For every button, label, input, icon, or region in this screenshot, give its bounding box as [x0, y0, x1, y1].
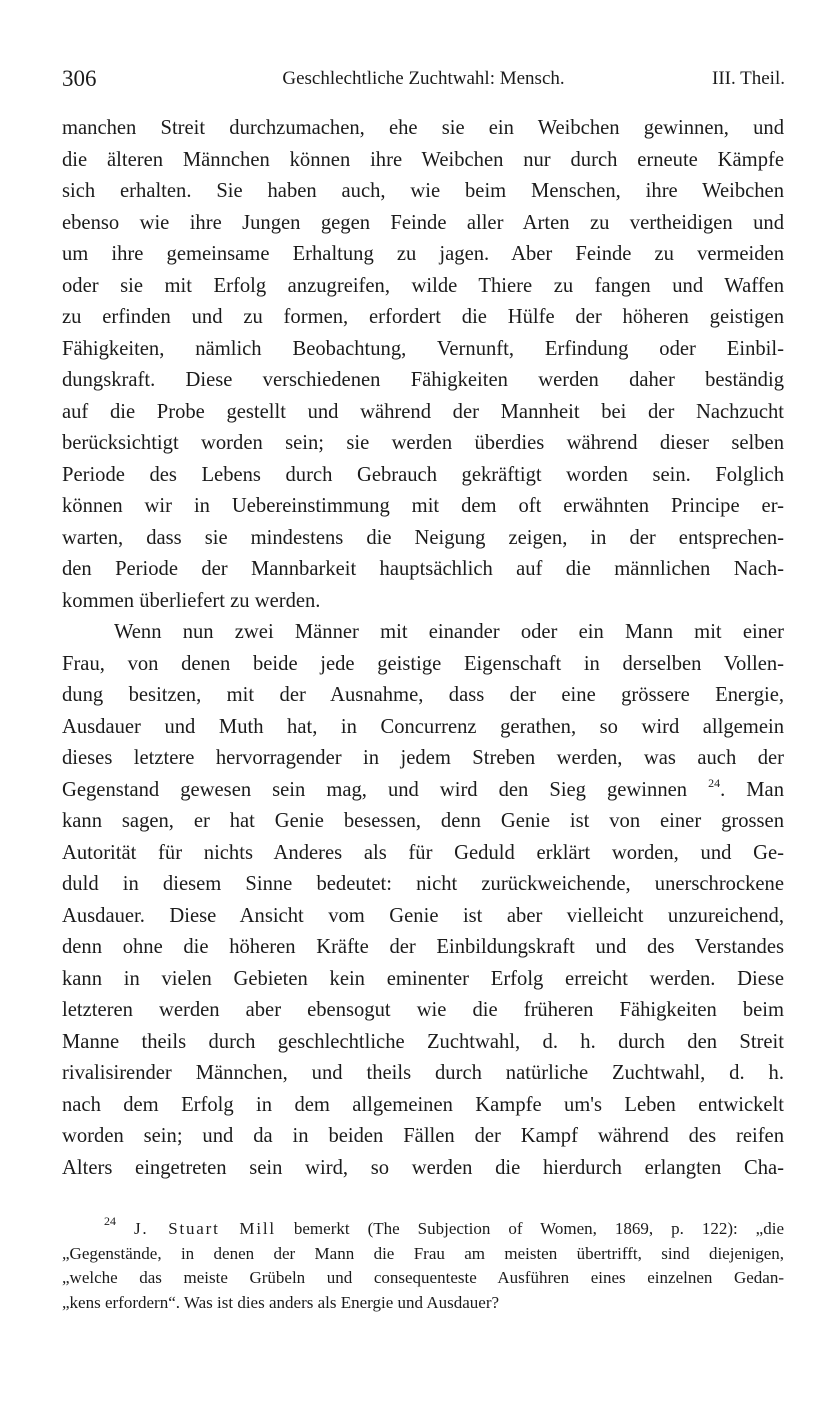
footnotes: [62, 1214, 784, 1315]
text-line: ebenso wie ihre Jungen gegen Feinde aller Arten zu vertheidigen und: [62, 211, 784, 234]
line-tail: . Man: [720, 778, 784, 801]
text-line: zu erfinden und zu formen, erfordert die Hülfe der höheren geistigen: [62, 306, 784, 328]
text-line: warten, dass sie mindestens die Neigung zeigen, in der entsprechen-: [62, 526, 784, 549]
text-line: duld in diesem Sinne bedeutet: nicht zurückweichende, unerschrockene: [62, 873, 784, 895]
text-line: nach dem Erfolg in dem allgemeinen Kampfe um's Leben entwickelt: [62, 1093, 784, 1116]
text-line: letzteren werden aber ebensogut wie die früheren Fähigkeiten beim: [62, 999, 784, 1021]
text-line: Ausdauer. Diese Ansicht vom Genie ist aber vielleicht unzureichend,: [62, 904, 784, 927]
text-line: Ausdauer und Muth hat, in Concurrenz gerathen, so wird allgemein: [62, 715, 784, 738]
text-line: können wir in Uebereinstimmung mit dem oft erwähnten Principe er-: [62, 495, 784, 517]
text-line: Fähigkeiten, nämlich Beobachtung, Vernunft, Erfindung oder Einbil-: [62, 337, 784, 360]
footnote-author: J. Stuart Mill: [133, 1219, 276, 1238]
page-number: 306: [62, 66, 97, 91]
text-line: kann in vielen Gebieten kein eminenter Erfolg erreicht werden. Diese: [62, 967, 784, 990]
part-label: III. Theil.: [712, 68, 785, 89]
text-line: berücksichtigt worden sein; sie werden überdies während dieser selben: [62, 432, 784, 454]
text-line: dieses letztere hervorragender in jedem Streben werden, was auch der: [62, 747, 784, 769]
text-line-with-footnote: [62, 775, 784, 807]
text-line: rivalisirender Männchen, und theils durch natürliche Zuchtwahl, d. h.: [62, 1062, 784, 1084]
footnote-line: [62, 1214, 784, 1242]
running-title: Geschlechtliche Zuchtwahl: Mensch.: [282, 68, 565, 89]
text-line: dung besitzen, mit der Ausnahme, dass der eine grössere Energie,: [62, 684, 784, 706]
text-line: Wenn nun zwei Männer mit einander oder ein Mann mit einer: [114, 621, 784, 643]
body-text: [62, 113, 784, 1184]
text-line: Manne theils durch geschlechtliche Zuchtwahl, d. h. durch den Streit: [62, 1030, 784, 1053]
text-line: denn ohne die höheren Kräfte der Einbildungskraft und des Verstandes: [62, 936, 784, 958]
footnote-line: „Gegenstände, in denen der Mann die Frau am meisten übertrifft, sind diejenigen,: [62, 1243, 784, 1263]
text-line: auf die Probe gestellt und während der Mannheit bei der Nachzucht: [62, 400, 784, 423]
text-line: sich erhalten. Sie haben auch, wie beim Menschen, ihre Weibchen: [62, 180, 784, 202]
text-line: die älteren Männchen können ihre Weibchen nur durch erneute Kämpfe: [62, 148, 784, 171]
text-line: kann sagen, er hat Genie besessen, denn Genie ist von einer grossen: [62, 810, 784, 832]
footnote-marker: 24: [104, 1214, 116, 1228]
text-line: kommen überliefert zu werden.: [62, 589, 321, 612]
text-line: Alters eingetreten sein wird, so werden die hierdurch erlangten Cha-: [62, 1156, 784, 1179]
line-text: Gegenstand gewesen sein mag, und wird den Sieg gewinnen: [62, 778, 688, 801]
page-header: [62, 66, 785, 96]
text-line: Autorität für nichts Anderes als für Geduld erklärt worden, und Ge-: [62, 841, 784, 864]
text-line: Periode des Lebens durch Gebrauch gekräftigt worden sein. Folglich: [62, 463, 784, 486]
text-line: Frau, von denen beide jede geistige Eigenschaft in derselben Vollen-: [62, 652, 784, 675]
text-line: um ihre gemeinsame Erhaltung zu jagen. Aber Feinde zu vermeiden: [62, 243, 784, 265]
text-line: manchen Streit durchzumachen, ehe sie ein Weibchen gewinnen, und: [62, 117, 784, 139]
footnote-line: „welche das meiste Grübeln und consequenteste Ausführen eines einzelnen Gedan-: [62, 1268, 784, 1287]
footnote-text: bemerkt (The Subjection of Women, 1869, p. 122): „die: [293, 1219, 784, 1238]
text-line: oder sie mit Erfolg anzugreifen, wilde Thiere zu fangen und Waffen: [62, 274, 784, 297]
footnote-line: „kens erfordern“. Was ist dies anders als Energie und Ausdauer?: [62, 1292, 500, 1312]
text-line: worden sein; und da in beiden Fällen der Kampf während des reifen: [62, 1125, 784, 1147]
footnote-reference[interactable]: 24: [708, 775, 721, 790]
text-line: den Periode der Mannbarkeit hauptsächlich auf die männlichen Nach-: [62, 558, 784, 580]
text-line: dungskraft. Diese verschiedenen Fähigkeiten werden daher beständig: [62, 369, 784, 391]
